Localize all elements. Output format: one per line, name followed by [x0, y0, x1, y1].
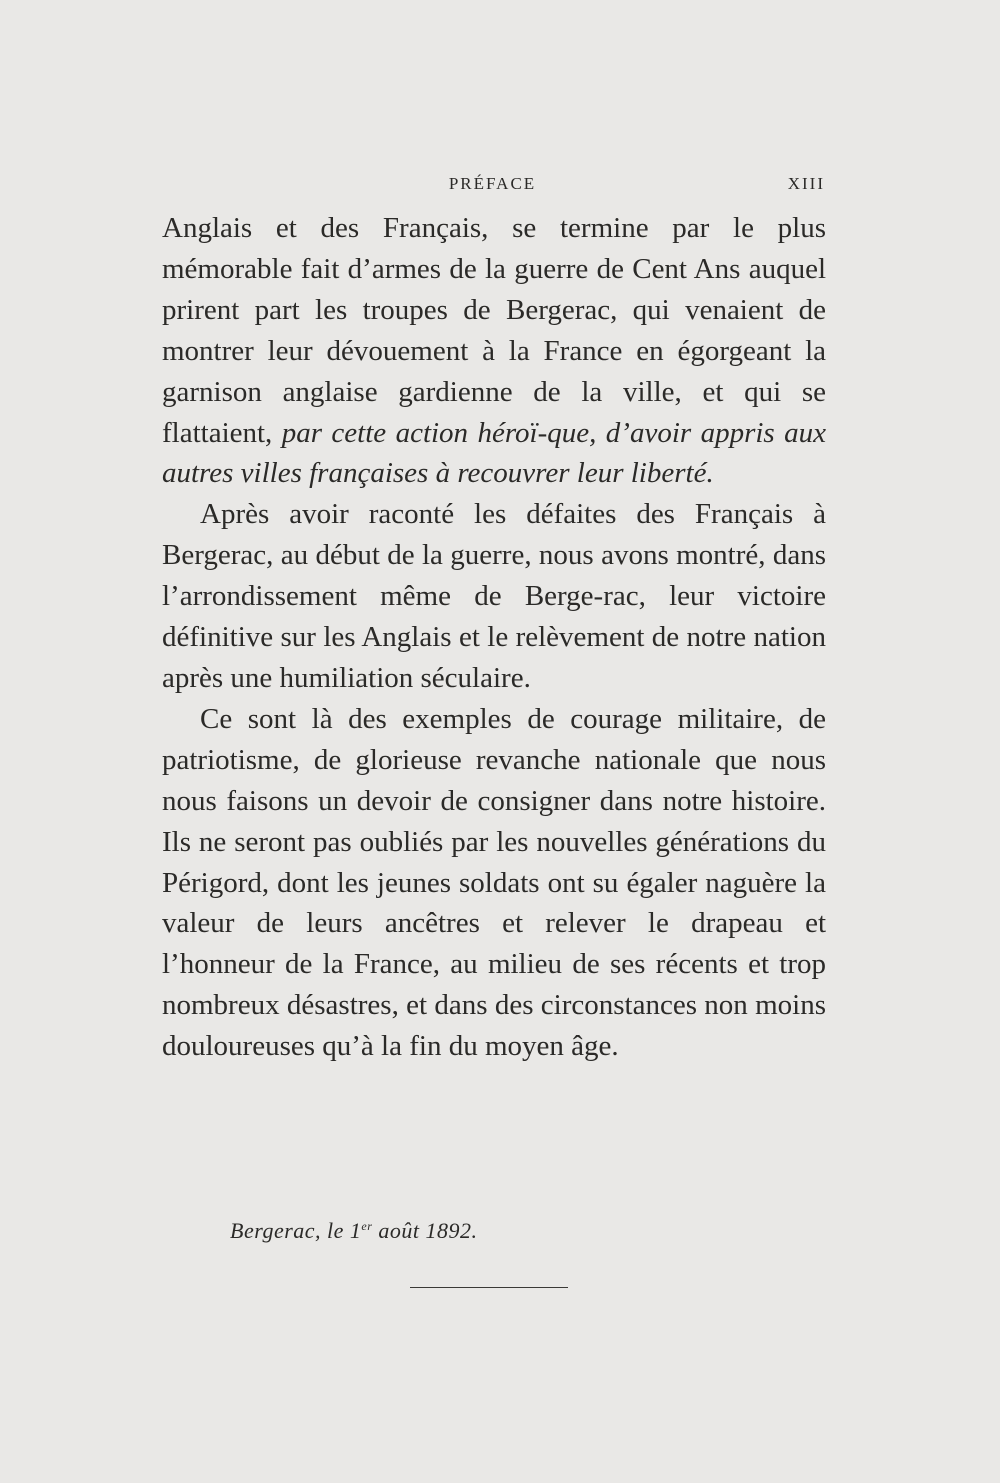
- paragraph-2: Après avoir raconté les défaites des Français à Bergerac, au début de la guerre, nous avons montré, dans l’arrondissement même de Berge-rac, leur victoire définitive sur les Anglais et le relèvement de notre nation après une humiliation séculaire.: [162, 498, 826, 694]
- running-title: PRÉFACE: [448, 174, 537, 193]
- signature-ordinal: er: [361, 1219, 373, 1233]
- paragraph-1: [162, 208, 826, 494]
- page-number: XIII: [787, 174, 825, 193]
- paragraph-1-roman: Anglais et des Français, se termine par le plus mémorable fait d’armes de la guerre de Cent Ans auquel prirent part les troupes de Bergerac, qui venaient de montrer leur dévouement à la France en égorgeant la garnison anglaise gardienne de la ville, et qui se flattaient,: [162, 212, 826, 449]
- signature-date: [230, 1218, 478, 1244]
- signature-date-text: août 1892.: [372, 1218, 478, 1243]
- paragraph-3: Ce sont là des exemples de courage militaire, de patriotisme, de glorieuse revanche nationale que nous nous faisons un devoir de consigner dans notre histoire. Ils ne seront pas oubliés par les nouvelles générations du Périgord, dont les jeunes soldats ont su égaler naguère la valeur de leurs ancêtres et relever le drapeau et l’honneur de la France, au milieu de ses récents et trop nombreux désastres, et dans des circonstances non moins douloureuses qu’à la fin du moyen âge.: [162, 702, 826, 1063]
- signature-place: Bergerac, le 1: [230, 1218, 362, 1243]
- running-head: [160, 170, 825, 198]
- paragraph-1-italic: par cette action héroï-que, d’avoir appris aux autres villes françaises à recouvrer leur liberté.: [162, 416, 827, 490]
- closing-rule: [410, 1287, 568, 1288]
- body-text: [162, 208, 826, 1067]
